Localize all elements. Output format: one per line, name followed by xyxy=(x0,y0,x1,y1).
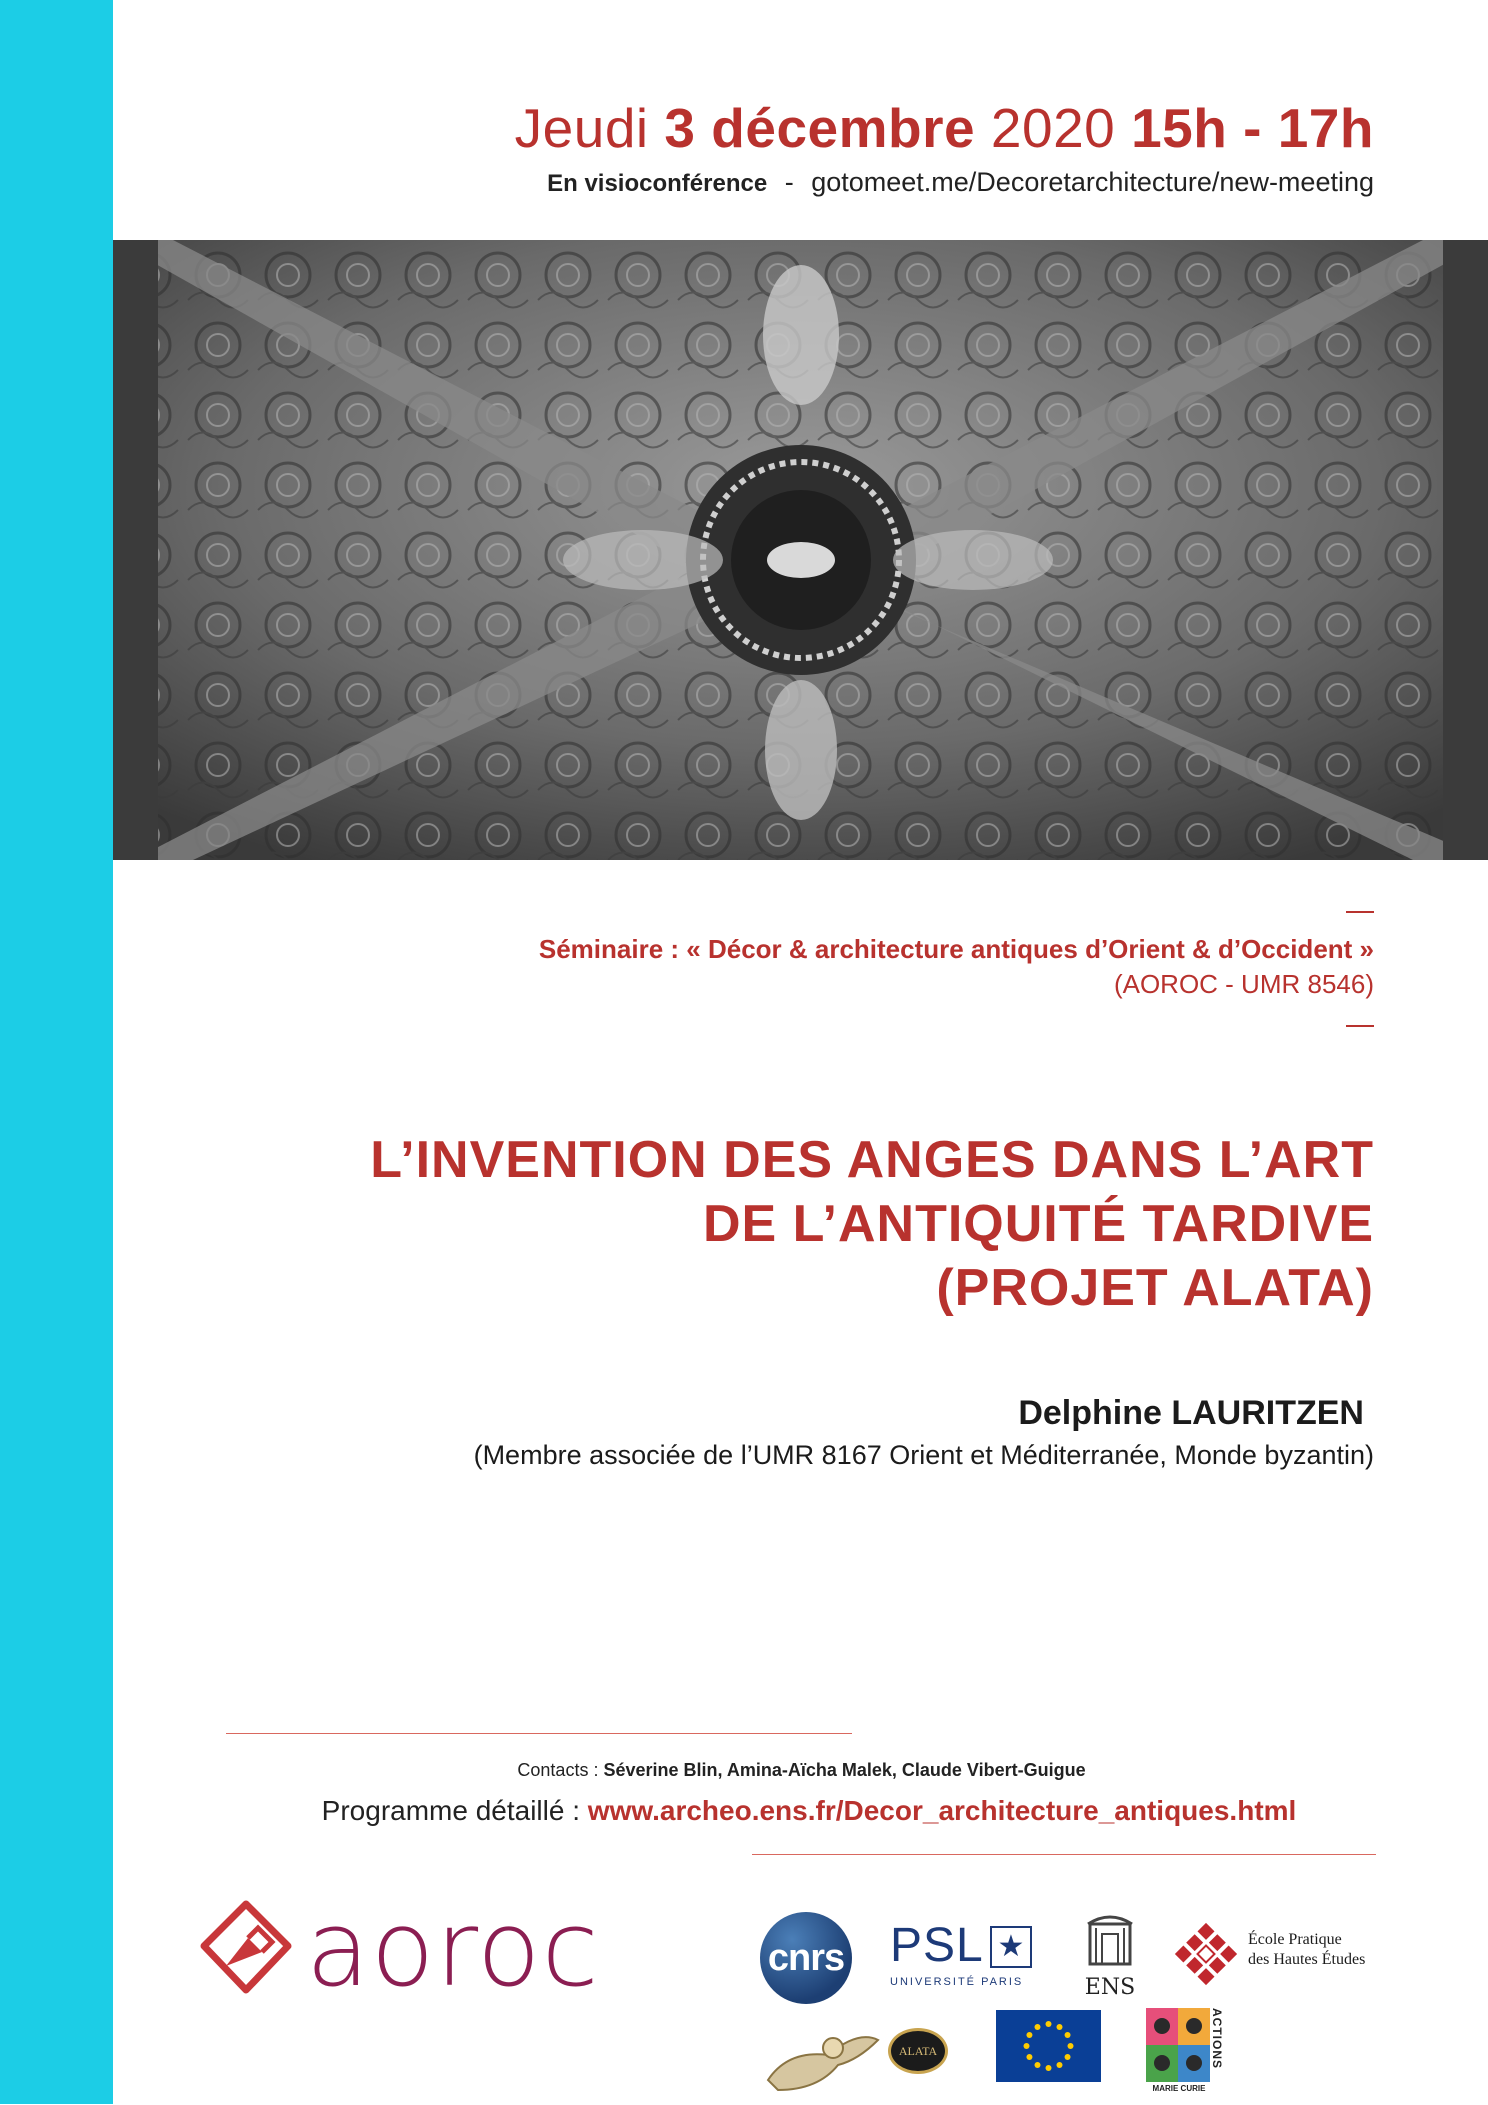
event-date-value: 3 décembre xyxy=(664,97,976,159)
eu-flag-logo xyxy=(996,2010,1101,2082)
seminar-title: Séminaire : « Décor & architecture antiques d’Orient & d’Occident » xyxy=(538,934,1374,964)
event-year: 2020 xyxy=(990,97,1116,159)
talk-title xyxy=(370,1128,1374,1320)
event-date xyxy=(515,96,1374,160)
angel-logo xyxy=(758,2010,958,2100)
event-mode xyxy=(547,167,1374,198)
marie-curie-label: MARIE CURIE xyxy=(1152,2084,1206,2093)
meeting-link[interactable]: gotomeet.me/Decoretarchitecture/new-meeting xyxy=(811,167,1374,197)
diamond-grid-icon xyxy=(1170,1918,1242,1990)
ephe-wordmark xyxy=(1248,1930,1365,1970)
seminar-subtitle: (AOROC - UMR 8546) xyxy=(1113,969,1374,999)
eu-star xyxy=(1026,2032,1032,2038)
star-icon: ★ xyxy=(990,1926,1032,1968)
eu-star xyxy=(1068,2043,1074,2049)
footer-rule-bottom xyxy=(752,1854,1376,1855)
eu-star xyxy=(1026,2054,1032,2060)
talk-title-line-3: (PROJET ALATA) xyxy=(936,1259,1374,1317)
speaker-name: Delphine LAURITZEN xyxy=(1018,1394,1364,1432)
aoroc-logo xyxy=(196,1888,626,2010)
alata-badge: ALATA xyxy=(888,2028,948,2074)
footer-rule-top xyxy=(226,1733,852,1734)
eu-star xyxy=(1035,2024,1041,2030)
contacts-line xyxy=(0,1760,1488,1781)
ens-wordmark: ENS xyxy=(1084,1975,1136,2000)
ens-building-logo xyxy=(1075,1910,1145,2000)
divider-dash-bottom xyxy=(1346,1025,1374,1027)
eu-star xyxy=(1065,2054,1071,2060)
ephe-line-2: des Hautes Études xyxy=(1248,1951,1366,1968)
eu-star xyxy=(1057,2062,1063,2068)
marie-curie-logo xyxy=(1146,2008,1226,2096)
ephe-line-1: École Pratique xyxy=(1248,1931,1342,1948)
event-time: 15h - 17h xyxy=(1131,97,1374,159)
psl-star-logo xyxy=(890,1919,1040,1992)
programme-label: Programme détaillé : xyxy=(321,1795,581,1826)
angel-icon xyxy=(758,2010,888,2100)
mode-separator: - xyxy=(784,167,794,197)
eu-star xyxy=(1046,2021,1052,2027)
eu-star xyxy=(1024,2043,1030,2049)
speaker-affiliation: (Membre associée de l’UMR 8167 Orient et Méditerranée, Monde byzantin) xyxy=(473,1440,1374,1470)
marie-curie-side: ACTIONS xyxy=(1210,2008,1224,2069)
aoroc-wordmark: aoroc xyxy=(306,1888,600,2010)
contacts-names: Séverine Blin, Amina-Aïcha Malek, Claude Vibert-Guigue xyxy=(603,1760,1086,1780)
eu-star xyxy=(1065,2032,1071,2038)
aoroc-pen-logo xyxy=(196,1898,296,1998)
event-day-name: Jeudi xyxy=(514,97,649,159)
eu-star xyxy=(1035,2062,1041,2068)
divider-dash-top xyxy=(1346,911,1374,913)
portrait-grid-icon xyxy=(1146,2008,1210,2082)
programme-link[interactable]: www.archeo.ens.fr/Decor_architecture_antiques.html xyxy=(587,1795,1297,1826)
psl-wordmark: PSL xyxy=(890,1919,984,1972)
side-accent-bar xyxy=(0,0,113,2104)
talk-title-line-1: L’INVENTION DES ANGES DANS L’ART xyxy=(370,1131,1374,1189)
building-icon xyxy=(1082,1910,1138,1968)
cnrs-logo: cnrs xyxy=(760,1912,852,2004)
ephe-diamond-logo xyxy=(1170,1910,1390,2000)
eu-stars-icon xyxy=(996,2010,1101,2082)
talk-title-line-2: DE L’ANTIQUITÉ TARDIVE xyxy=(702,1195,1374,1253)
eu-star xyxy=(1057,2024,1063,2030)
eu-star xyxy=(1046,2065,1052,2071)
mode-label: En visioconférence xyxy=(547,170,768,197)
mosaic-vault-photo xyxy=(113,240,1488,860)
programme-line xyxy=(0,1795,1488,1827)
contacts-label: Contacts : xyxy=(517,1760,599,1780)
seminar-block xyxy=(539,900,1374,1032)
psl-subtitle: UNIVERSITÉ PARIS xyxy=(890,1976,1024,1988)
